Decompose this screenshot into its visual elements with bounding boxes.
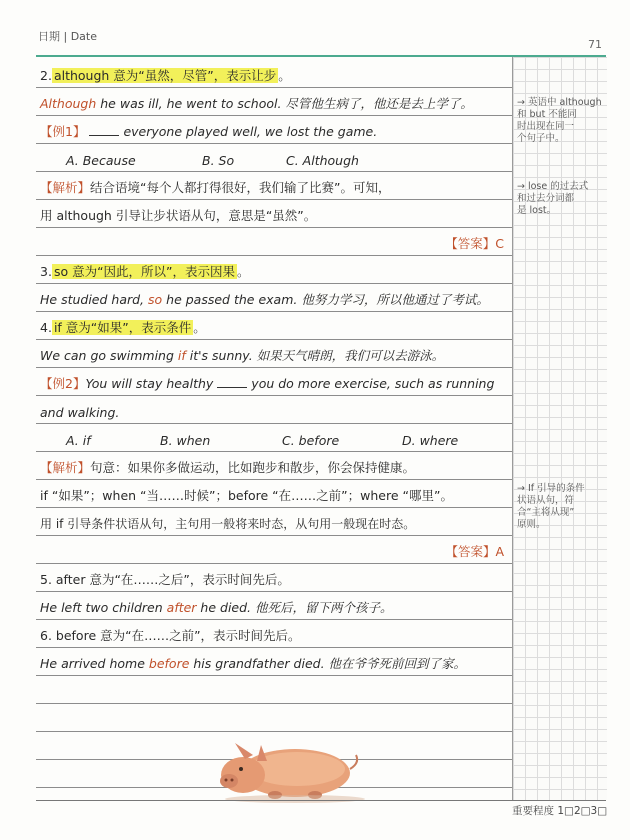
option-b: B. So (202, 153, 235, 168)
line-16 (36, 480, 512, 508)
highlight-although: although 意为“虽然，尽管”，表示让步 (53, 68, 277, 83)
highlight-if: if 意为“如果”，表示条件 (53, 320, 192, 335)
line-4 (36, 144, 512, 172)
line-text: he was ill, he went to school. 尽管他生病了，他还是去上学了。 (96, 96, 473, 111)
importance-rating: 重要程度 1□2□3□ (512, 805, 608, 817)
line-18 (36, 536, 512, 564)
bottom-rule (36, 800, 606, 801)
line-text: 。 (278, 68, 291, 83)
line-text: you do more exercise, such as running (251, 376, 495, 391)
pig-illustration (205, 725, 365, 805)
side-note-although (517, 97, 602, 145)
line-text: 5. after 意为“在……之后”，表示时间先后。 (40, 572, 290, 587)
highlight-so: so 意为“因此，所以”，表示因果 (53, 264, 236, 279)
side-note-line: 时出现在同一 (517, 121, 575, 132)
line-text: 2. (40, 68, 52, 83)
line-11 (36, 340, 512, 368)
line-text: 句意：如果你多做运动，比如跑步和散步，你会保持健康。 (90, 460, 416, 475)
line-text: 6. before 意为“在……之前”，表示时间先后。 (40, 628, 301, 643)
date-label: 日期 | Date (38, 30, 97, 43)
option-a: A. if (66, 433, 91, 448)
answer-blank (217, 387, 247, 388)
line-text: so (148, 292, 163, 307)
page-number: 71 (588, 38, 602, 51)
line-text: You will stay healthy (85, 376, 214, 391)
example-tag: 【例2】 (40, 376, 86, 391)
line-10 (36, 312, 512, 340)
side-note-line: 原则。 (517, 519, 546, 530)
line-text: He arrived home (40, 656, 149, 671)
line-17 (36, 508, 512, 536)
line-13 (36, 396, 512, 424)
line-23 (36, 676, 512, 704)
line-text: 3. (40, 264, 52, 279)
line-text: it's sunny. 如果天气晴朗，我们可以去游泳。 (185, 348, 445, 363)
line-19 (36, 564, 512, 592)
line-text: and walking. (40, 405, 120, 420)
line-8 (36, 256, 512, 284)
side-note-line: → 英语中 although (517, 97, 602, 108)
side-note-line: 是 lost。 (517, 205, 557, 216)
option-b: B. when (160, 433, 211, 448)
line-22 (36, 648, 512, 676)
line-1 (36, 60, 512, 88)
answer-blank (89, 135, 119, 136)
side-note-line: 和过去分词都 (517, 193, 575, 204)
line-12 (36, 368, 512, 396)
line-5 (36, 172, 512, 200)
line-7 (36, 228, 512, 256)
line-text: after (166, 600, 197, 615)
side-note-line: 状语从句，符 (517, 495, 575, 506)
margin-notes-column (512, 57, 607, 800)
option-d: D. where (402, 433, 459, 448)
line-text: He studied hard, (40, 292, 149, 307)
line-text: his grandfather died. 他在爷爷死前回到了家。 (189, 656, 467, 671)
answer-label: 【答案】C (445, 236, 504, 251)
side-note-line: 合“主将从现” (517, 507, 575, 518)
line-text: he died. 他死后，留下两个孩子。 (196, 600, 393, 615)
analysis-tag: 【解析】 (40, 180, 91, 195)
line-9 (36, 284, 512, 312)
side-note-line: → If 引导的条件 (517, 483, 585, 494)
answer-label: 【答案】A (445, 544, 504, 559)
line-6 (36, 200, 512, 228)
side-note-if (517, 483, 585, 531)
line-text: if “如果”；when “当……时候”；before “在……之前”；where “哪里”。 (40, 488, 453, 503)
line-text: if (177, 348, 186, 363)
option-c: C. Although (286, 153, 359, 168)
line-14 (36, 424, 512, 452)
line-text: We can go swimming (40, 348, 178, 363)
line-20 (36, 592, 512, 620)
line-text: 。 (193, 320, 206, 335)
line-text: Although (40, 96, 97, 111)
line-text: everyone played well, we lost the game. (123, 124, 378, 139)
option-a: A. Because (66, 153, 136, 168)
side-note-line: 个句子中。 (517, 133, 565, 144)
line-15 (36, 452, 512, 480)
side-note-lose (517, 181, 588, 217)
line-2 (36, 88, 512, 116)
line-text: 。 (237, 264, 250, 279)
line-text: 结合语境“每个人都打得很好，我们输了比赛”。可知， (90, 180, 391, 195)
line-text: He left two children (40, 600, 167, 615)
line-text: 4. (40, 320, 52, 335)
line-text: 用 if 引导条件状语从句，主句用一般将来时态，从句用一般现在时态。 (40, 517, 416, 531)
side-note-line: 和 but 不能同 (517, 109, 577, 120)
option-c: C. before (282, 433, 340, 448)
line-text: he passed the exam. 他努力学习，所以他通过了考试。 (162, 292, 489, 307)
side-note-line: → lose 的过去式 (517, 181, 589, 192)
example-tag: 【例1】 (40, 124, 86, 139)
line-text: 用 although 引导让步状语从句，意思是“虽然”。 (40, 208, 317, 223)
line-text: before (148, 656, 190, 671)
analysis-tag: 【解析】 (40, 460, 91, 475)
line-21 (36, 620, 512, 648)
line-3 (36, 116, 512, 144)
